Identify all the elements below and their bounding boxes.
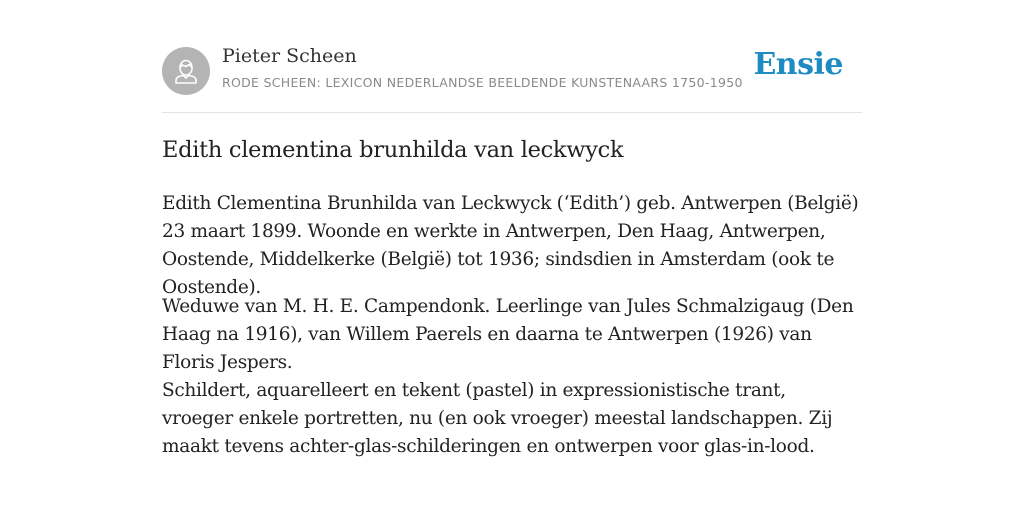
article-header [162,0,862,113]
article-card [162,0,862,457]
author-name[interactable]: Pieter Scheen [222,45,357,67]
article-paragraph-3: Schildert, aquarelleert en tekent (pastel) in expressionistische trant, vroeger enkele portretten, nu (en ook vroeger) meestal landschappen. Zij maakt tevens achter-glas-schilderingen en ontwerpen voor glas-in-lood. [162,380,833,457]
article-paragraph-1: Edith Clementina Brunhilda van Leckwyck (‘Edith’) geb. Antwerpen (België) 23 maart 1899. Woonde en werkte in Antwerpen, Den Haag, Antwerpen, Oostende, Middelkerke (België) tot 1936; sindsdien in Amsterdam (ook te Oostende). [162,193,859,298]
article-paragraph-2: Weduwe van M. H. E. Campendonk. Leerlinge van Jules Schmalzigaug (Den Haag na 1916), van Willem Paerels en daarna te Antwerpen (1926) van Floris Jespers. [162,296,854,373]
user-icon [162,47,210,95]
ensie-logo-link[interactable]: Ensie [753,47,843,82]
author-avatar[interactable] [162,47,210,95]
article-title: Edith clementina brunhilda van leckwyck [162,137,624,163]
source-publication[interactable]: RODE SCHEEN: LEXICON NEDERLANDSE BEELDENDE KUNSTENAARS 1750-1950 [222,75,743,90]
